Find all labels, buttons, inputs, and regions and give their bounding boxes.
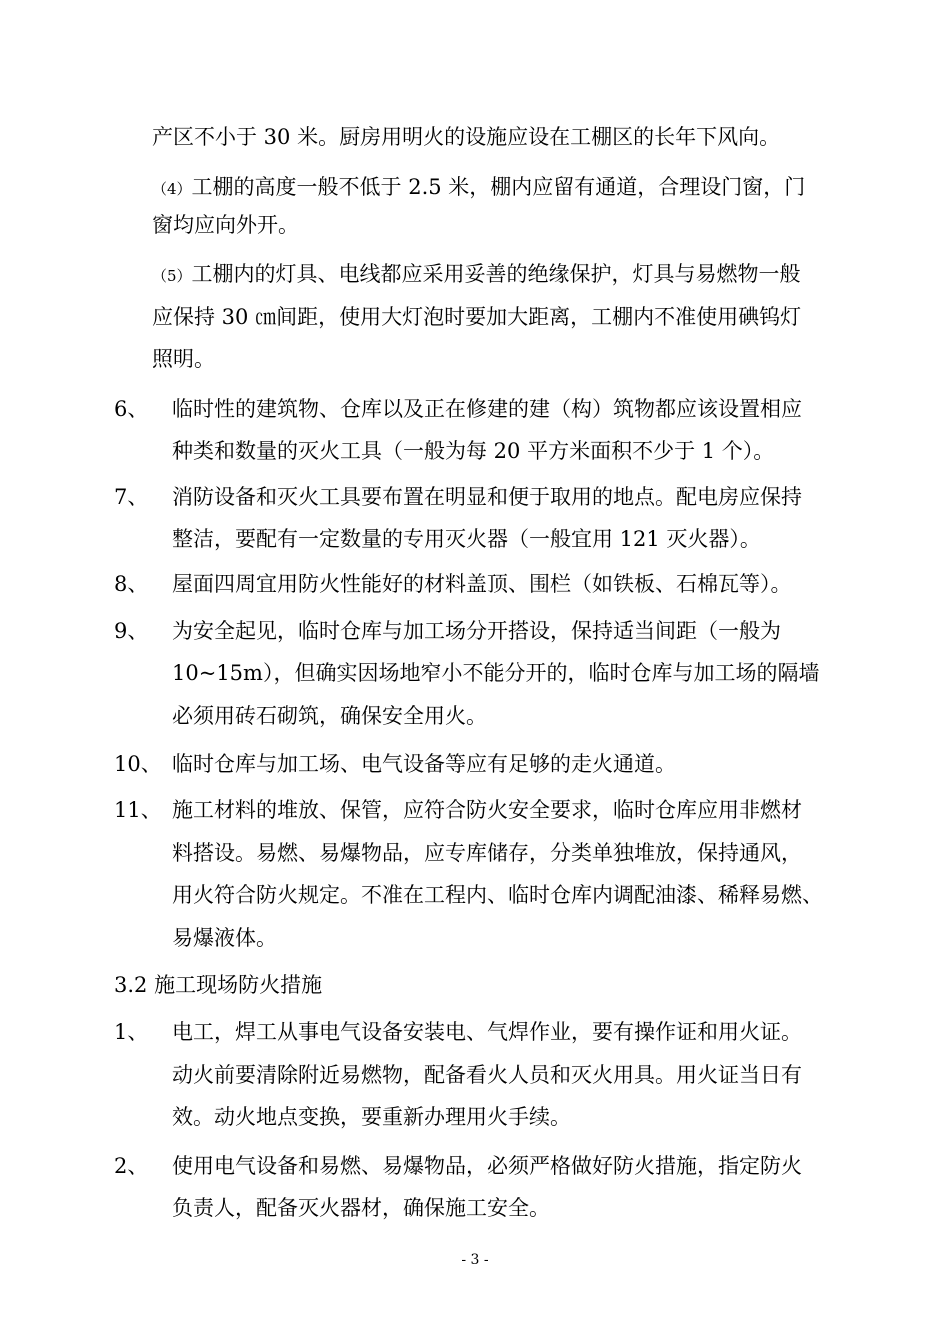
- list-item-line: 施工材料的堆放、保管，应符合防火安全要求，临时仓库应用非燃材: [172, 798, 802, 822]
- page-number: - 3 -: [461, 1252, 489, 1268]
- list-item-number: 10、: [114, 752, 162, 776]
- paragraph-line: 产区不小于 30 米。厨房用明火的设施应设在工棚区的长年下风向。: [152, 125, 781, 149]
- paragraph-line: 窗均应向外开。: [152, 213, 299, 237]
- list-item-line: 易爆液体。: [172, 926, 277, 950]
- list-item-number: 11、: [114, 798, 162, 822]
- sub-item-number: （5）: [152, 267, 192, 285]
- list-item-number: 2、: [114, 1154, 149, 1178]
- list-item-line: 用火符合防火规定。不准在工程内、临时仓库内调配油漆、稀释易燃、: [172, 883, 823, 907]
- section-heading: 3.2 施工现场防火措施: [114, 973, 323, 997]
- sub-item-text: 工棚的高度一般不低于 2.5 米，棚内应留有通道，合理设门窗，门: [191, 175, 806, 199]
- list-item-line: 为安全起见，临时仓库与加工场分开搭设，保持适当间距（一般为: [172, 619, 781, 643]
- list-item-line: 动火前要清除附近易燃物，配备看火人员和灭火用具。用火证当日有: [172, 1063, 802, 1087]
- list-item-number: 1、: [114, 1020, 149, 1044]
- list-item-line: 屋面四周宜用防火性能好的材料盖顶、围栏（如铁板、石棉瓦等）。: [172, 572, 792, 596]
- paragraph-line: 照明。: [152, 347, 215, 371]
- list-item-line: 种类和数量的灭火工具（一般为每 20 平方米面积不少于 1 个）。: [172, 439, 775, 463]
- sub-item-5: [152, 260, 801, 290]
- list-item-line: 消防设备和灭火工具要布置在明显和便于取用的地点。配电房应保持: [172, 485, 802, 509]
- sub-item-4: [152, 173, 805, 203]
- list-item-line: 效。动火地点变换，要重新办理用火手续。: [172, 1105, 571, 1129]
- list-item-line: 必须用砖石砌筑，确保安全用火。: [172, 704, 487, 728]
- list-item-number: 7、: [114, 485, 149, 509]
- list-item-line: 料搭设。易燃、易爆物品，应专库储存，分类单独堆放，保持通风，: [172, 841, 802, 865]
- list-item-line: 10~15m），但确实因场地窄小不能分开的，临时仓库与加工场的隔墙: [172, 661, 820, 685]
- list-item-line: 使用电气设备和易燃、易爆物品，必须严格做好防火措施，指定防火: [172, 1154, 802, 1178]
- list-item-line: 电工，焊工从事电气设备安装电、气焊作业，要有操作证和用火证。: [172, 1020, 802, 1044]
- list-item-line: 临时性的建筑物、仓库以及正在修建的建（构）筑物都应该设置相应: [172, 397, 802, 421]
- list-item-line: 整洁，要配有一定数量的专用灭火器（一般宜用 121 灭火器）。: [172, 527, 761, 551]
- list-item-number: 9、: [114, 619, 149, 643]
- sub-item-text: 工棚内的灯具、电线都应采用妥善的绝缘保护，灯具与易燃物一般: [191, 262, 801, 286]
- list-item-number: 8、: [114, 572, 149, 596]
- list-item-line: 负责人，配备灭火器材，确保施工安全。: [172, 1196, 550, 1220]
- list-item-number: 6、: [114, 397, 149, 421]
- sub-item-number: （4）: [152, 180, 192, 198]
- list-item-line: 临时仓库与加工场、电气设备等应有足够的走火通道。: [172, 752, 676, 776]
- paragraph-line: 应保持 30 ㎝间距，使用大灯泡时要加大距离，工棚内不准使用碘钨灯: [152, 305, 802, 329]
